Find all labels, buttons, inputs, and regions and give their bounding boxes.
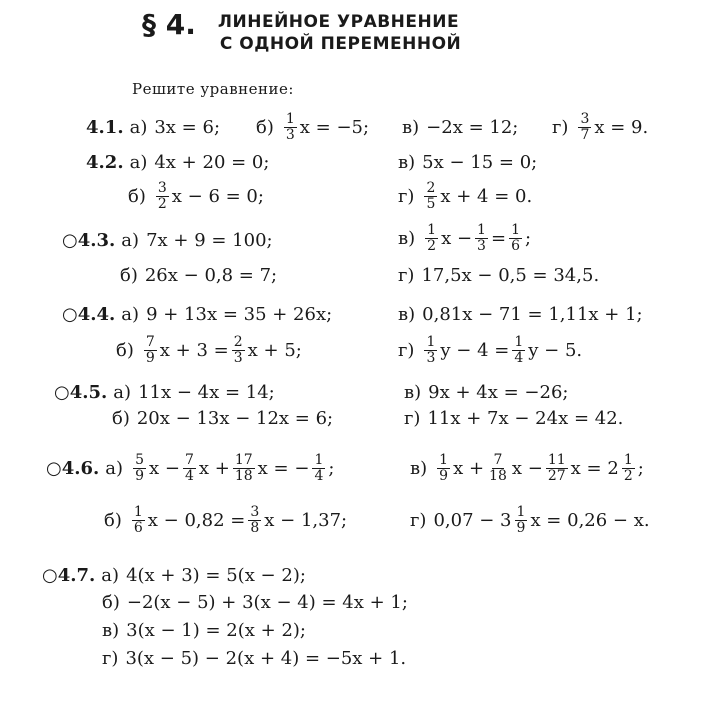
problem-4-7-g: г) 3(x − 5) − 2(x + 4) = −5x + 1. bbox=[102, 647, 407, 669]
problem-4-2-b: б) $\frac{3}{2}$ x − 6 = 0; bbox=[128, 179, 264, 212]
problem-4-3-a: ○4.3. а) 7x + 9 = 100; bbox=[62, 229, 273, 251]
equation: 3x = 6; bbox=[154, 116, 221, 138]
problem-4-5-v: в) 9x + 4x = −26; bbox=[404, 381, 569, 403]
fraction: $\frac{1}{3}$ bbox=[285, 110, 295, 143]
fraction: $\frac{1}{4}$ bbox=[514, 333, 524, 366]
equation: $\frac{3}{7}$ x = 9. bbox=[580, 110, 649, 143]
equation: $\frac{1}{6}$ x − 0,82 = $\frac{3}{8}$ x − 1,37; bbox=[133, 503, 348, 536]
problem-4-1-a: 4.1. а) 3x = 6; bbox=[86, 116, 221, 138]
equation: 9 + 13x = 35 + 26x; bbox=[146, 303, 333, 325]
equation: 20x − 13x − 12x = 6; bbox=[136, 407, 334, 429]
problem-4-5-a: ○4.5. а) 11x − 4x = 14; bbox=[54, 381, 275, 403]
problem-number: ○4.7. bbox=[42, 564, 96, 586]
equation: 17,5x − 0,5 = 34,5. bbox=[421, 264, 600, 286]
equation: 3(x − 5) − 2(x + 4) = −5x + 1. bbox=[125, 647, 407, 669]
problem-number: ○4.4. bbox=[62, 303, 116, 325]
problem-4-2-g: г) $\frac{2}{5}$ x + 4 = 0. bbox=[398, 179, 533, 212]
problem-4-4-a: ○4.4. а) 9 + 13x = 35 + 26x; bbox=[62, 303, 333, 325]
equation: $\frac{3}{2}$ x − 6 = 0; bbox=[157, 179, 264, 212]
fraction: $\frac{7}{4}$ bbox=[184, 451, 194, 484]
fraction: $\frac{1}{3}$ bbox=[477, 221, 486, 254]
problem-number: ○4.5. bbox=[54, 381, 108, 403]
fraction: $\frac{1}{9}$ bbox=[516, 503, 526, 536]
fraction: $\frac{5}{9}$ bbox=[135, 451, 144, 484]
fraction: $\frac{3}{2}$ bbox=[157, 179, 167, 212]
equation: −2x = 12; bbox=[426, 116, 519, 138]
problem-4-6-g: г) 0,07 − 3 $\frac{1}{9}$ x = 0,26 − x. bbox=[410, 503, 650, 536]
problem-4-1-b: б) $\frac{1}{3}$ x = −5; bbox=[256, 110, 370, 143]
section-title bbox=[218, 8, 461, 55]
fraction: $\frac{1}{6}$ bbox=[511, 221, 520, 254]
equation: 26x − 0,8 = 7; bbox=[144, 264, 278, 286]
problem-4-3-v: в) $\frac{1}{2}$ x − $\frac{1}{3}$ = $\frac{1}{6}$ ; bbox=[398, 221, 532, 254]
equation: 11x + 7x − 24x = 42. bbox=[427, 407, 624, 429]
problem-4-6-v: в) $\frac{1}{9}$ x + $\frac{7}{18}$ x − $\frac{11}{27}$ x = 2 $\frac{1}{2}$ ; bbox=[410, 451, 644, 484]
problem-4-1-g: г) $\frac{3}{7}$ x = 9. bbox=[552, 110, 649, 143]
problem-4-7-v: в) 3(x − 1) = 2(x + 2); bbox=[102, 619, 306, 641]
equation: $\frac{5}{9}$ x − $\frac{7}{4}$ x + $\frac{17}{18}$ x = − $\frac{1}{4}$ ; bbox=[135, 451, 335, 484]
section-header bbox=[142, 8, 461, 55]
fraction: $\frac{7}{18}$ bbox=[489, 451, 507, 484]
problem-4-5-b: б) 20x − 13x − 12x = 6; bbox=[112, 407, 334, 429]
fraction: $\frac{1}{2}$ bbox=[623, 451, 633, 484]
fraction: $\frac{1}{4}$ bbox=[314, 451, 324, 484]
equation: $\frac{2}{5}$ x + 4 = 0. bbox=[426, 179, 533, 212]
fraction: $\frac{2}{5}$ bbox=[426, 179, 436, 212]
equation: 7x + 9 = 100; bbox=[146, 229, 273, 251]
problem-4-5-g: г) 11x + 7x − 24x = 42. bbox=[404, 407, 624, 429]
problem-4-1-v: в) −2x = 12; bbox=[402, 116, 519, 138]
equation: 0,81x − 71 = 1,11x + 1; bbox=[422, 303, 643, 325]
fraction: $\frac{1}{3}$ bbox=[426, 333, 436, 366]
equation: $\frac{1}{3}$ y − 4 = $\frac{1}{4}$ y − 5. bbox=[426, 333, 583, 366]
fraction: $\frac{3}{8}$ bbox=[250, 503, 260, 536]
problem-4-6-b: б) $\frac{1}{6}$ x − 0,82 = $\frac{3}{8}$ x − 1,37; bbox=[104, 503, 348, 536]
equation: 4x + 20 = 0; bbox=[154, 151, 270, 173]
equation: $\frac{7}{9}$ x + 3 = $\frac{2}{3}$ x + 5; bbox=[145, 333, 302, 366]
equation: $\frac{1}{3}$ x = −5; bbox=[285, 110, 370, 143]
problem-4-6-a: ○4.6. а) $\frac{5}{9}$ x − $\frac{7}{4}$ x + $\frac{17}{18}$ x = − $\frac{1}{4}$ ; bbox=[46, 451, 335, 484]
title-line-2: С ОДНОЙ ПЕРЕМЕННОЙ bbox=[219, 34, 462, 54]
problem-4-7-a: ○4.7. а) 4(x + 3) = 5(x − 2); bbox=[42, 564, 306, 586]
fraction: $\frac{1}{9}$ bbox=[439, 451, 449, 484]
problem-number: 4.2. bbox=[86, 151, 124, 173]
equation: 4(x + 3) = 5(x − 2); bbox=[126, 564, 306, 586]
fraction: $\frac{3}{7}$ bbox=[580, 110, 590, 143]
problem-4-3-b: б) 26x − 0,8 = 7; bbox=[120, 264, 278, 286]
instruction-text: Решите уравнение: bbox=[132, 80, 294, 98]
fraction: $\frac{2}{3}$ bbox=[233, 333, 243, 366]
problem-number: ○4.6. bbox=[46, 457, 100, 479]
problem-4-2-v: в) 5x − 15 = 0; bbox=[398, 151, 538, 173]
fraction: $\frac{17}{18}$ bbox=[234, 451, 253, 484]
problem-number: ○4.3. bbox=[62, 229, 116, 251]
equation: 9x + 4x = −26; bbox=[428, 381, 569, 403]
problem-4-2-a: 4.2. а) 4x + 20 = 0; bbox=[86, 151, 270, 173]
equation: $\frac{1}{9}$ x + $\frac{7}{18}$ x − $\frac{11}{27}$ x = 2 $\frac{1}{2}$ ; bbox=[439, 451, 644, 484]
problem-4-7-b: б) −2(x − 5) + 3(x − 4) = 4x + 1; bbox=[102, 591, 408, 613]
equation: 0,07 − 3 $\frac{1}{9}$ x = 0,26 − x. bbox=[433, 503, 650, 536]
problem-number: 4.1. bbox=[86, 116, 124, 138]
title-line-1: ЛИНЕЙНОЕ УРАВНЕНИЕ bbox=[217, 12, 460, 32]
problem-4-4-v: в) 0,81x − 71 = 1,11x + 1; bbox=[398, 303, 643, 325]
problem-4-4-g: г) $\frac{1}{3}$ y − 4 = $\frac{1}{4}$ y − 5. bbox=[398, 333, 583, 366]
fraction: $\frac{7}{9}$ bbox=[145, 333, 155, 366]
equation: −2(x − 5) + 3(x − 4) = 4x + 1; bbox=[126, 591, 408, 613]
equation: 5x − 15 = 0; bbox=[422, 151, 538, 173]
fraction: $\frac{1}{2}$ bbox=[427, 221, 437, 254]
section-number: § 4. bbox=[142, 8, 196, 41]
problem-4-3-g: г) 17,5x − 0,5 = 34,5. bbox=[398, 264, 600, 286]
problem-4-4-b: б) $\frac{7}{9}$ x + 3 = $\frac{2}{3}$ x + 5; bbox=[116, 333, 302, 366]
equation: 11x − 4x = 14; bbox=[138, 381, 275, 403]
equation: $\frac{1}{2}$ x − $\frac{1}{3}$ = $\frac{1}{6}$ ; bbox=[427, 221, 532, 254]
equation: 3(x − 1) = 2(x + 2); bbox=[126, 619, 306, 641]
fraction: $\frac{11}{27}$ bbox=[547, 451, 566, 484]
fraction: $\frac{1}{6}$ bbox=[133, 503, 143, 536]
